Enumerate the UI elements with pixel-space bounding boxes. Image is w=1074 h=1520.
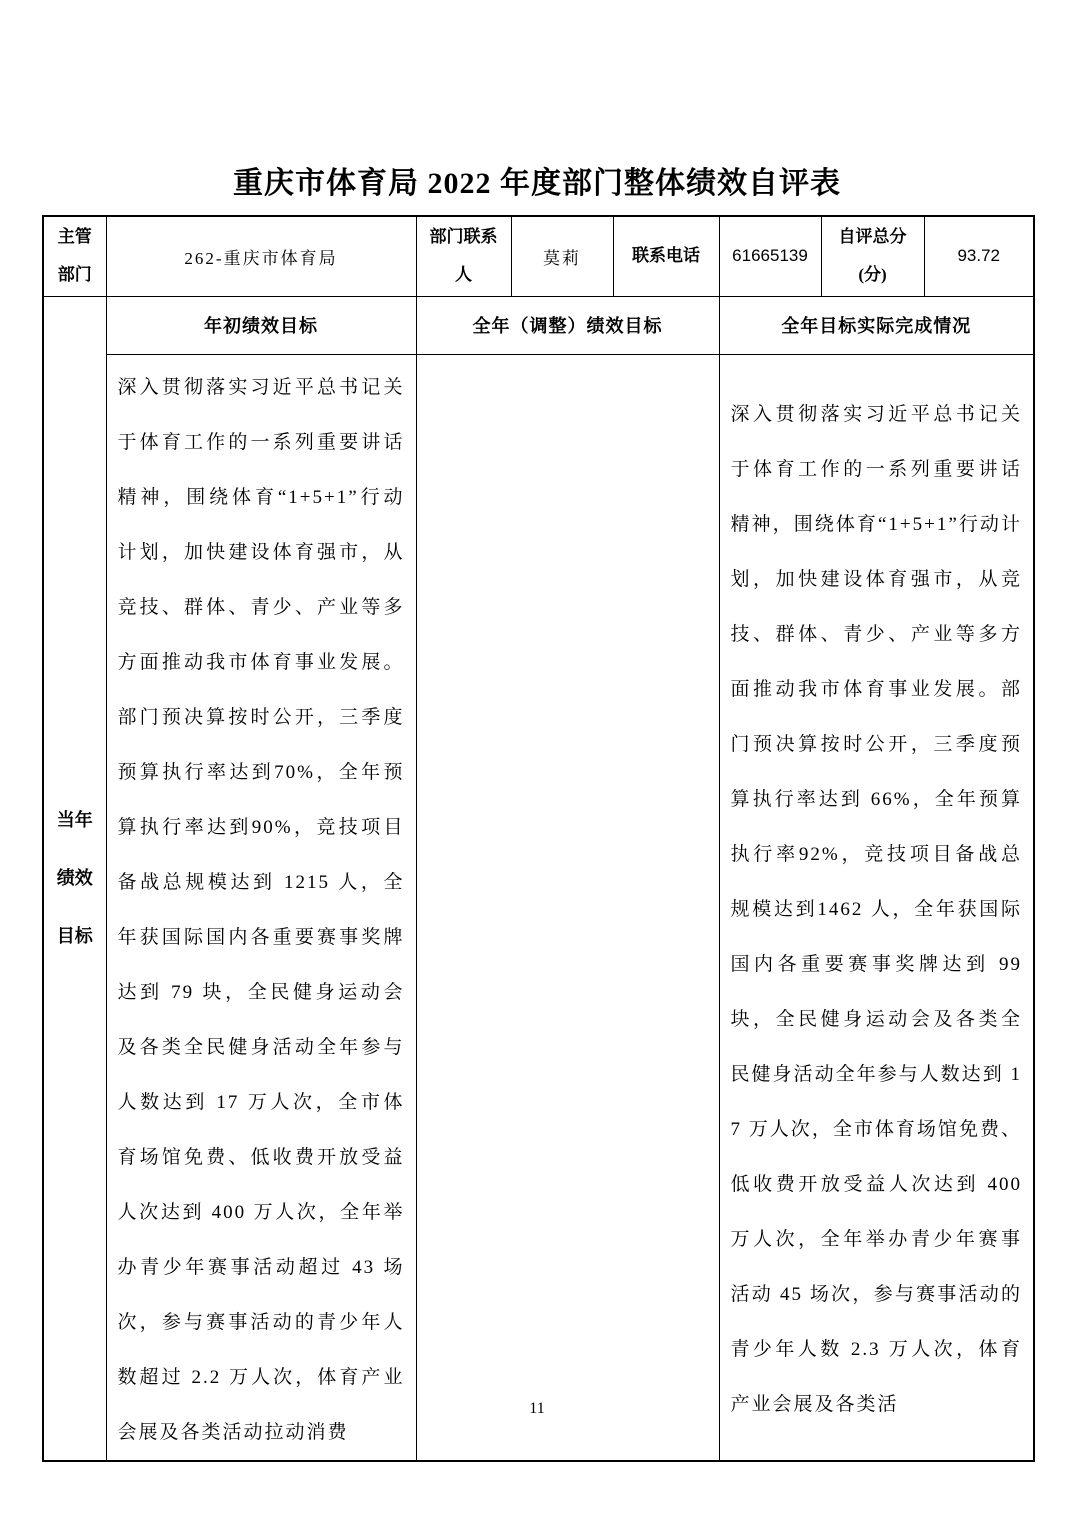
page-number: 11 [529, 1400, 545, 1417]
self-score-label-cell [821, 216, 924, 296]
phone-label: 联系电话 [632, 246, 700, 266]
contact-person-value-cell [511, 216, 613, 296]
supervisor-dept-label-line2: 部门 [57, 265, 92, 285]
header-adjusted-goal-text: 全年（调整）绩效目标 [472, 316, 663, 336]
contact-person-label-line2: 人 [455, 265, 472, 285]
supervisor-dept-value-cell [106, 216, 416, 296]
supervisor-dept-label-line1: 主管 [57, 227, 92, 247]
self-score-label-line1: 自评总分 [838, 227, 907, 247]
performance-table [42, 215, 1035, 1462]
supervisor-dept-label-cell [43, 216, 106, 296]
actual-completion-content-cell [719, 354, 1034, 1461]
goal-header-row [43, 296, 1034, 354]
header-actual-completion [719, 296, 1034, 354]
page-title: 重庆市体育局 2022 年度部门整体绩效自评表 [233, 167, 841, 200]
current-year-goal-label-line3: 目标 [56, 926, 93, 946]
current-year-goal-label-line1: 当年 [56, 810, 93, 830]
header-actual-completion-text: 全年目标实际完成情况 [781, 316, 972, 336]
initial-goal-content: 深入贯彻落实习近平总书记关于体育工作的一系列重要讲话精神，围绕体育“1+5+1”行动计划，加快建设体育强市，从竞技、群体、青少、产业等多方面推动我市体育事业发展。部门预决算按时公开，三季度预算执行率达到70%，全年预算执行率达到90%，竞技项目备战总规模达到 1215 人，全年获国际国内各重要赛事奖牌达到 79 块，全民健身运动会及各类全民健身活动全年参与人数达到 17 万人次，全市体育场馆免费、低收费开放受益人次达到 400 万人次，全年举办青少年赛事活动超过 43 场次，参与赛事活动的青少年人数超过 2.2 万人次，体育产业会展及各类活动拉动消费 [117, 376, 405, 1443]
header-adjusted-goal [416, 296, 719, 354]
self-score-label-line2: (分) [858, 265, 887, 285]
header-initial-goal-text: 年初绩效目标 [204, 316, 318, 336]
phone-value-cell [719, 216, 821, 296]
self-score-value: 93.72 [957, 246, 1001, 266]
self-score-value-cell [924, 216, 1034, 296]
phone-value: 61665139 [732, 246, 808, 266]
header-initial-goal [106, 296, 416, 354]
goal-content-row [43, 354, 1034, 1461]
initial-goal-content-cell [106, 354, 416, 1461]
contact-person-label-cell [416, 216, 511, 296]
current-year-goal-label-line2: 绩效 [56, 868, 93, 888]
info-row [43, 216, 1034, 296]
contact-person-label-line1: 部门联系 [429, 227, 498, 247]
adjusted-goal-content-cell [416, 354, 719, 1461]
actual-completion-content: 深入贯彻落实习近平总书记关于体育工作的一系列重要讲话精神，围绕体育“1+5+1”行动计划，加快建设体育强市，从竞技、群体、青少、产业等多方面推动我市体育事业发展。部门预决算按时公开，三季度预算执行率达到 66%，全年预算执行率92%，竞技项目备战总规模达到1462 人，全年获国际国内各重要赛事奖牌达到 99 块，全民健身运动会及各类全民健身活动全年参与人数达到 17 万人次，全市体育场馆免费、低收费开放受益人次达到 400 万人次，全年举办青少年赛事活动 45 场次，参与赛事活动的青少年人数 2.3 万人次，体育产业会展及各类活 [730, 404, 1022, 1415]
supervisor-dept-value: 262-重庆市体育局 [184, 248, 338, 268]
current-year-goal-label-cell [43, 296, 106, 1461]
phone-label-cell [613, 216, 719, 296]
contact-person-value: 莫莉 [543, 248, 581, 268]
